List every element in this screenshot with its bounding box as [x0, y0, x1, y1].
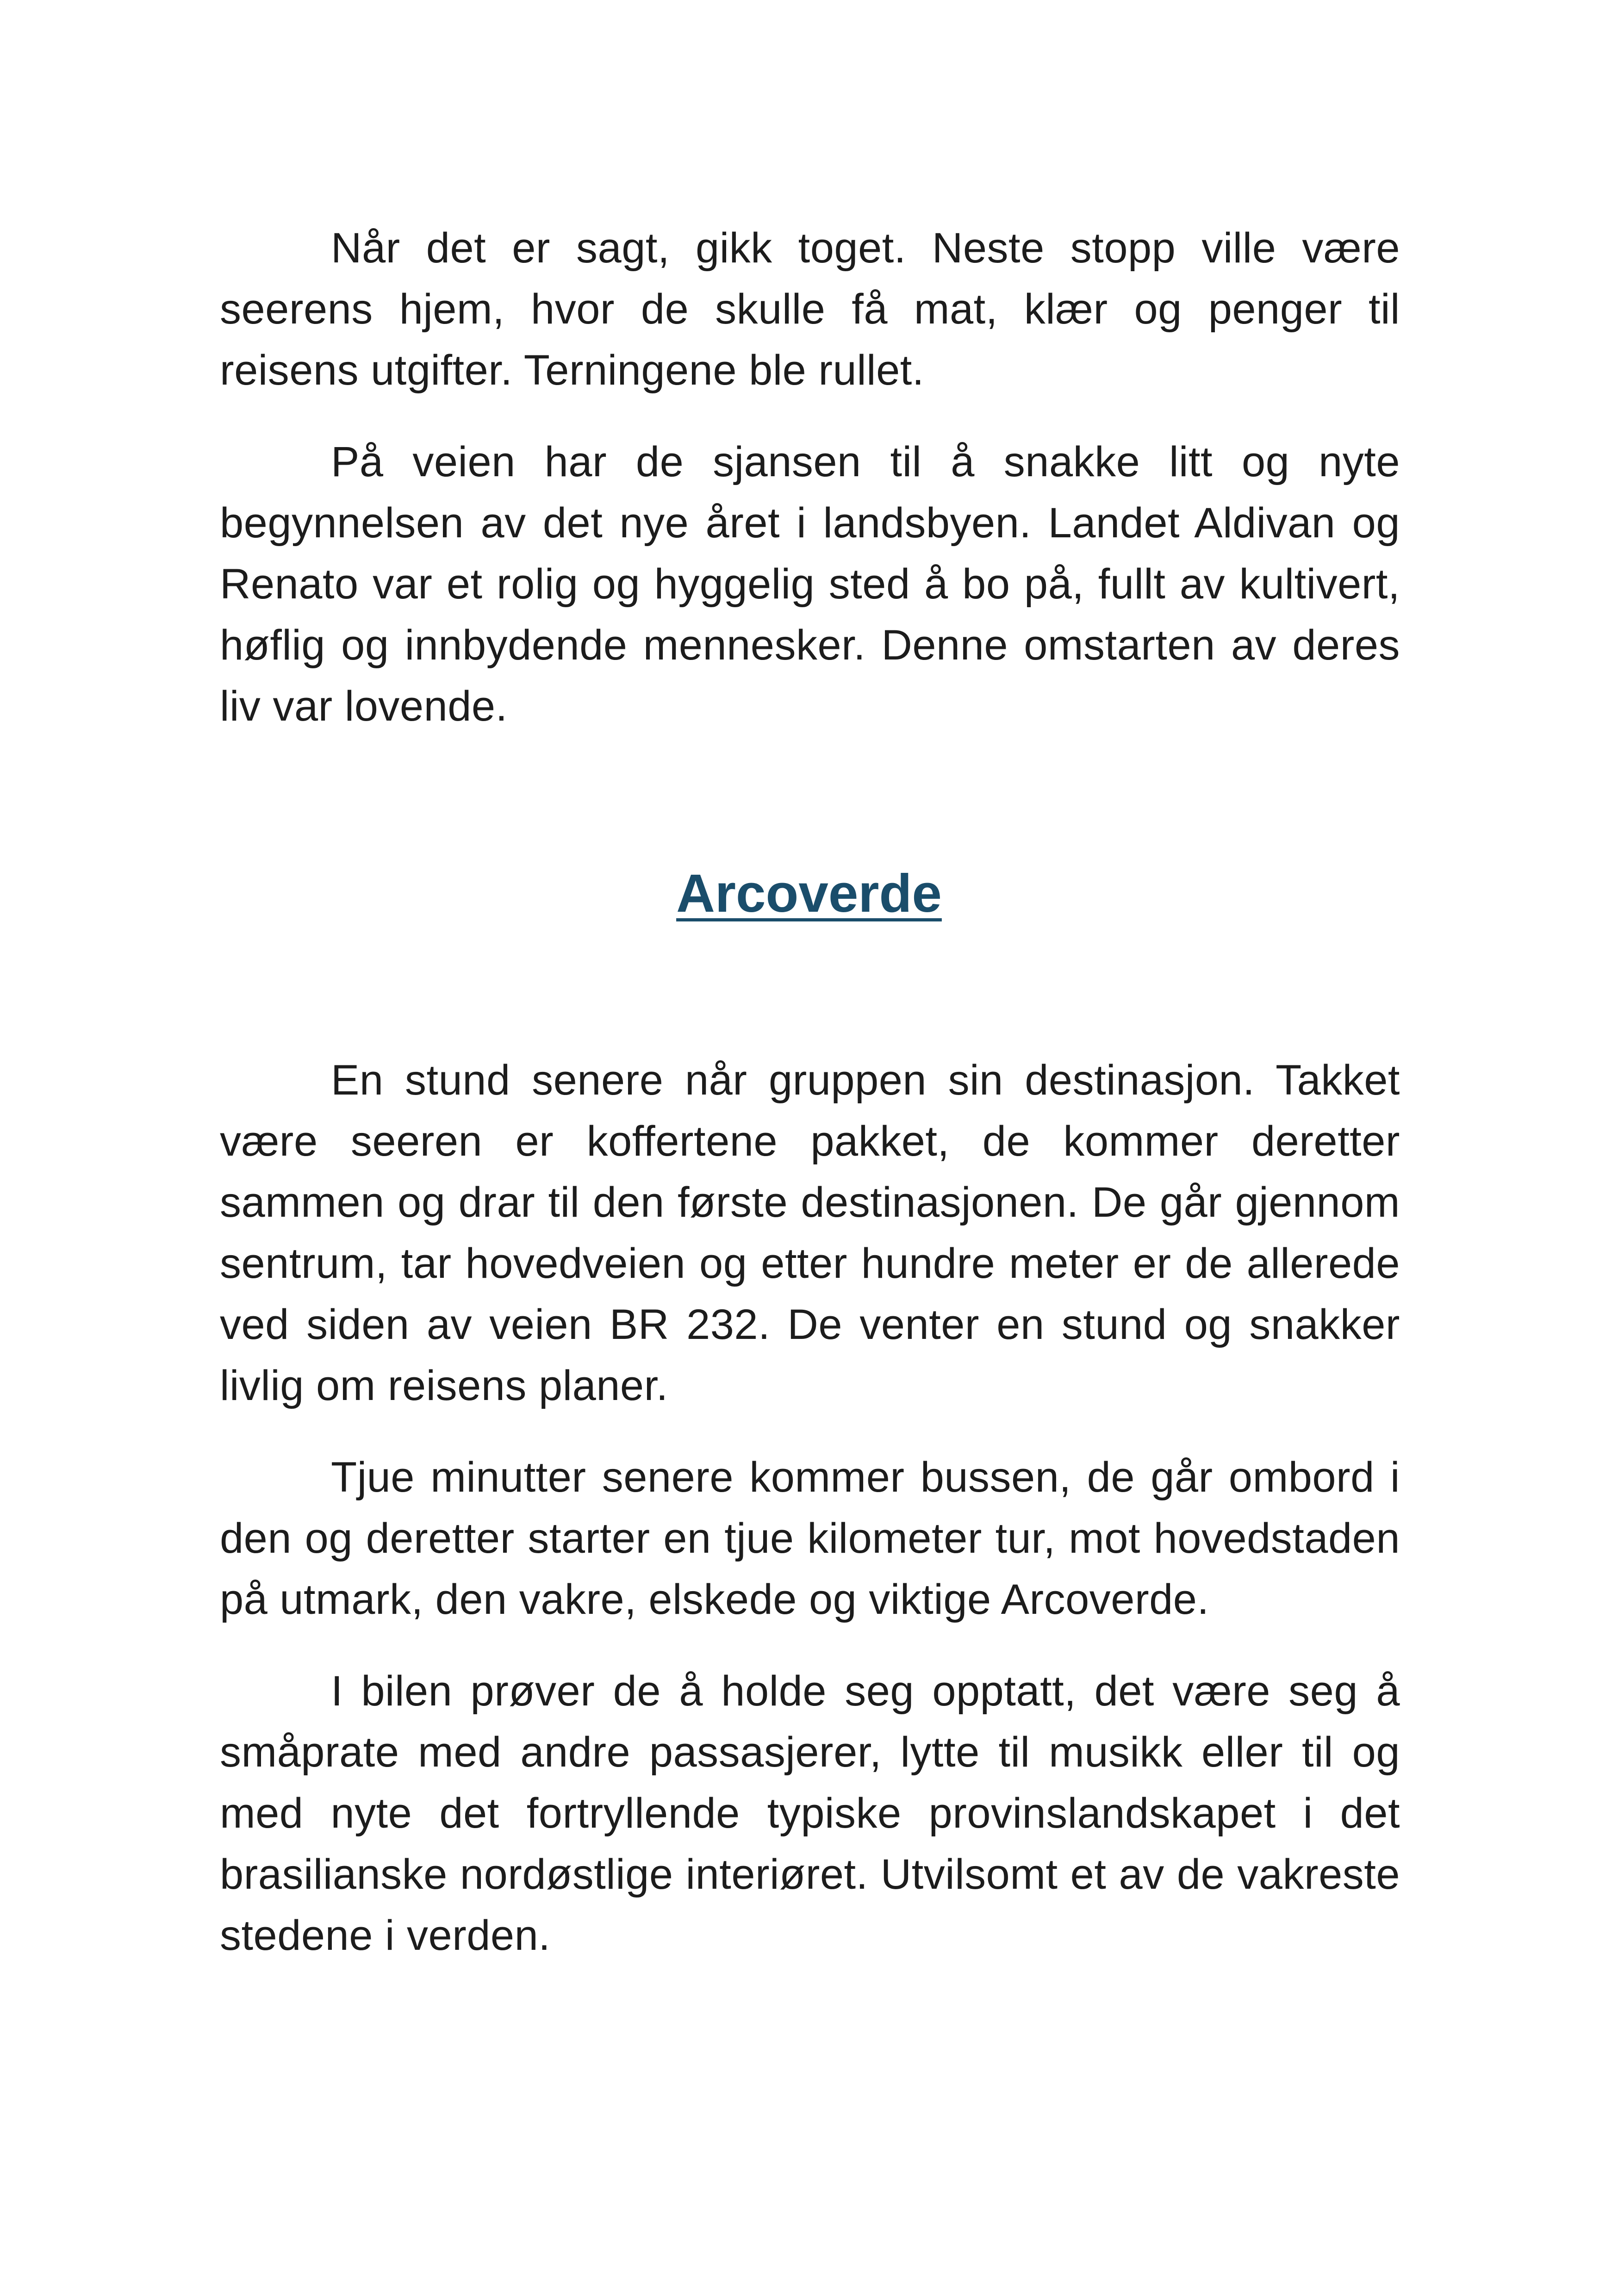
paragraph: På veien har de sjansen til å snakke litt og nyte begynnelsen av det nye året i landsbyen. Landet Aldivan og Renato var et rolig og hyggelig sted å bo på, fullt av kultivert, høflig og innbydende mennesker. Denne omstarten av deres liv var lovende.: [220, 438, 1400, 730]
paragraph: I bilen prøver de å holde seg opptatt, det være seg å småprate med andre passasjerer, lytte til musikk eller til og med nyte det fortryllende typiske provinslandskapet i det brasilianske nordøstlige interiøret. Utvilsomt et av de vakreste stedene i verden.: [220, 1668, 1400, 1959]
paragraph: En stund senere når gruppen sin destinasjon. Takket være seeren er koffertene pakket, de kommer deretter sammen og drar til den første destinasjonen. De går gjennom sentrum, tar hovedveien og etter hundre meter er de allerede ved siden av veien BR 232. De venter en stund og snakker livlig om reisens planer.: [220, 1057, 1400, 1409]
text-block-top: [220, 218, 1400, 737]
text-block-bottom: [220, 1050, 1400, 1966]
section-heading: Arcoverde: [676, 863, 942, 923]
paragraph: Når det er sagt, gikk toget. Neste stopp ville være seerens hjem, hvor de skulle få mat, klær og penger til reisens utgifter. Terningene ble rullet.: [220, 224, 1400, 394]
paragraph: Tjue minutter senere kommer bussen, de går ombord i den og deretter starter en tjue kilometer tur, mot hovedstaden på utmark, den vakre, elskede og viktige Arcoverde.: [220, 1454, 1400, 1623]
